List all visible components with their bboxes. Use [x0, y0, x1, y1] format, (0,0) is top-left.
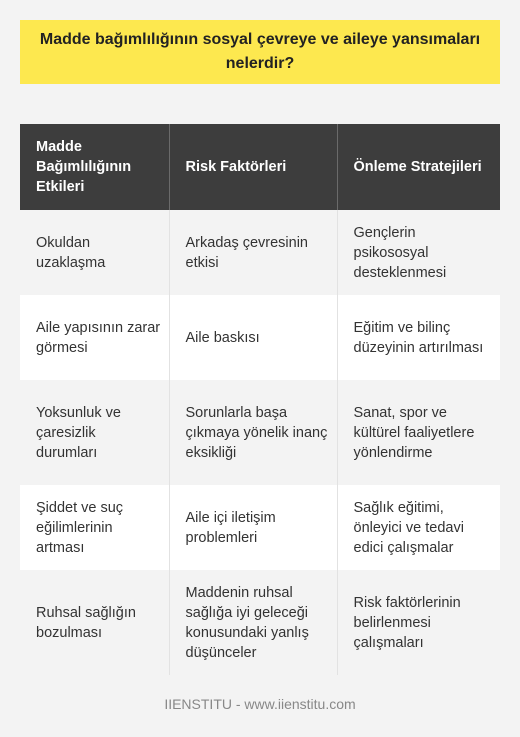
data-table: [20, 124, 500, 675]
table-row: [20, 210, 500, 295]
page-title: Madde bağımlılığının sosyal çevreye ve aileye yansımaları nelerdir?: [39, 31, 481, 72]
column-header-prevention: Önleme Stratejileri: [337, 124, 500, 210]
table-cell: Maddenin ruhsal sağlığa iyi geleceği konusundaki yanlış düşünceler: [169, 570, 337, 675]
table-cell: Arkadaş çevresinin etkisi: [169, 210, 337, 295]
table-header-row: [20, 124, 500, 210]
table-cell: Yoksunluk ve çaresizlik durumları: [20, 380, 169, 485]
table-cell: Sorunlarla başa çıkmaya yönelik inanç eksikliği: [169, 380, 337, 485]
table-row: [20, 570, 500, 675]
column-header-risk-factors: Risk Faktörleri: [169, 124, 337, 210]
table-cell: Okuldan uzaklaşma: [20, 210, 169, 295]
table-cell: Aile yapısının zarar görmesi: [20, 295, 169, 380]
table-row: [20, 485, 500, 570]
footer-credit: IIENSTITU - www.iienstitu.com: [164, 696, 356, 712]
table-cell: Gençlerin psikososyal desteklenmesi: [337, 210, 500, 295]
column-header-effects: Madde Bağımlılığının Etkileri: [20, 124, 169, 210]
table-row: [20, 295, 500, 380]
table-cell: Risk faktörlerinin belirlenmesi çalışmaları: [337, 570, 500, 675]
title-banner: [20, 20, 500, 84]
table-cell: Ruhsal sağlığın bozulması: [20, 570, 169, 675]
table-cell: Aile içi iletişim problemleri: [169, 485, 337, 570]
table-cell: Sanat, spor ve kültürel faaliyetlere yönlendirme: [337, 380, 500, 485]
table-cell: Şiddet ve suç eğilimlerinin artması: [20, 485, 169, 570]
table-cell: Eğitim ve bilinç düzeyinin artırılması: [337, 295, 500, 380]
table-cell: Sağlık eğitimi, önleyici ve tedavi edici çalışmalar: [337, 485, 500, 570]
table-row: [20, 380, 500, 485]
table-cell: Aile baskısı: [169, 295, 337, 380]
